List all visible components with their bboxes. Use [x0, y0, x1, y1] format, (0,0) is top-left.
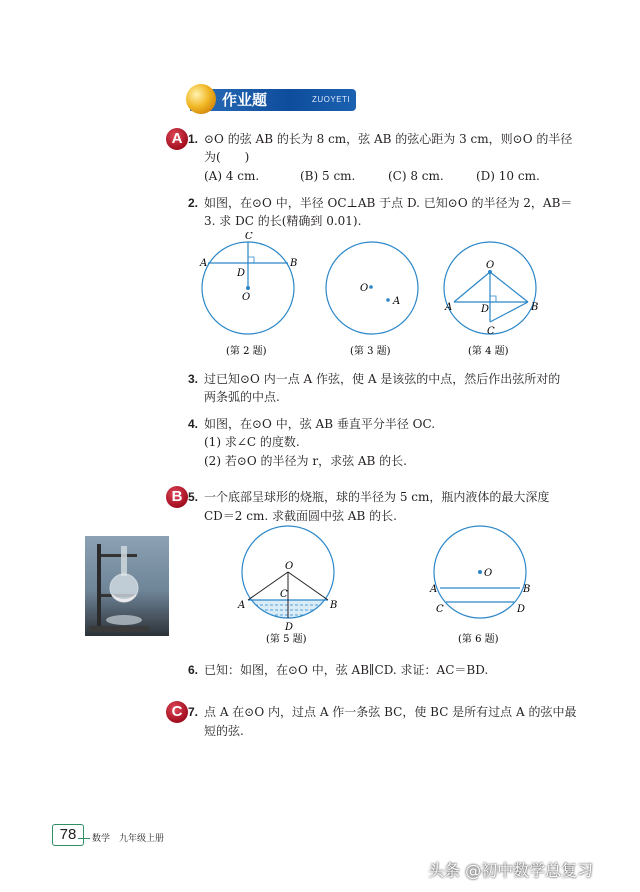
- section-title: 作业题: [222, 91, 268, 109]
- footer-book-title: 数学 九年级上册: [92, 834, 165, 844]
- q1-option-c: (C) 8 cm.: [388, 169, 444, 183]
- fig5-label-b: B: [330, 600, 338, 611]
- q7-text-line1: 点 A 在⊙O 内，过点 A 作一条弦 BC，使 BC 是所有过点 A 的弦中最: [204, 705, 577, 719]
- fig5-label-a: A: [238, 600, 246, 611]
- level-a-badge-icon: A: [166, 128, 188, 150]
- figures-row-1: [190, 232, 550, 362]
- fig2-label-d: D: [237, 268, 246, 279]
- q4-number: 4.: [188, 417, 199, 431]
- q4-text-line1: 如图，在⊙O 中，弦 AB 垂直平分半径 OC.: [204, 417, 436, 431]
- watermark: 头条 @初中数学总复习: [428, 861, 594, 880]
- flask-photo: [85, 536, 169, 636]
- q3-text-line2: 两条弧的中点.: [204, 390, 280, 404]
- fig2-label-a: A: [200, 258, 208, 269]
- q5-text-line1: 一个底部呈球形的烧瓶，球的半径为 5 cm，瓶内液体的最大深度: [204, 490, 550, 504]
- q1-option-d: (D) 10 cm.: [476, 169, 540, 183]
- q3-number: 3.: [188, 372, 199, 386]
- fig6-label-d: D: [517, 604, 526, 615]
- level-b-badge-icon: B: [166, 486, 188, 508]
- fig5-label-o: O: [285, 561, 294, 572]
- q3-text-line1: 过已知⊙O 内一点 A 作弦，使 A 是该弦的中点，然后作出弦所对的: [204, 372, 561, 386]
- fig2-caption: (第 2 题): [226, 346, 267, 357]
- figure-4: [444, 242, 538, 357]
- fig6-label-a: A: [430, 584, 438, 595]
- fig4-caption: (第 4 题): [468, 346, 509, 357]
- fig4-segment-oa: [454, 272, 490, 302]
- q7-text-line2: 短的弦.: [204, 724, 244, 738]
- fig6-label-b: B: [523, 584, 531, 595]
- figures-row-2: [236, 520, 556, 650]
- figure-6: [429, 526, 530, 645]
- page-number: 78: [52, 824, 84, 846]
- fig4-segment-cb: [490, 302, 528, 322]
- fig3-label-o: O: [360, 283, 369, 294]
- level-c-badge-icon: C: [166, 701, 188, 723]
- q1-option-a: (A) 4 cm.: [204, 169, 260, 183]
- q5-text-line2: CD＝2 cm. 求截面圆中弦 AB 的长.: [204, 509, 397, 523]
- q4-sub-2: (2) 若⊙O 的半径为 r，求弦 AB 的长.: [204, 454, 407, 468]
- fig2-label-c: C: [245, 232, 253, 242]
- figure-5: [237, 526, 337, 645]
- q1-number: 1.: [188, 132, 199, 146]
- q6-text-line1: 已知：如图，在⊙O 中，弦 AB∥CD. 求证：AC＝BD.: [204, 663, 489, 677]
- footer-divider: [78, 838, 90, 839]
- fig6-caption: (第 6 题): [458, 634, 499, 645]
- flask-illustration-icon: [85, 536, 169, 636]
- fig3-center-dot: [369, 285, 373, 289]
- fig4-label-a: A: [445, 302, 453, 313]
- q2-number: 2.: [188, 196, 199, 210]
- q7-number: 7.: [188, 705, 199, 719]
- q1-option-b: (B) 5 cm.: [300, 169, 356, 183]
- q4-sub-1: (1) 求∠C 的度数.: [204, 435, 300, 449]
- fig2-center-dot: [246, 286, 250, 290]
- figure-2: [199, 232, 297, 357]
- fig4-label-d: D: [481, 304, 490, 315]
- fig6-label-o: O: [484, 568, 493, 579]
- fig4-right-angle-mark: [490, 296, 496, 302]
- fig2-right-angle-mark: [248, 257, 254, 263]
- q6-number: 6.: [188, 663, 199, 677]
- fig2-label-o: O: [242, 292, 251, 303]
- fig5-label-c: C: [280, 589, 288, 600]
- fig5-caption: (第 5 题): [266, 634, 307, 645]
- q2-text-line2: 3. 求 DC 的长(精确到 0.01).: [204, 214, 362, 228]
- fig3-label-a: A: [393, 296, 401, 307]
- fig4-label-o: O: [486, 260, 495, 271]
- fig4-label-b: B: [531, 302, 539, 313]
- fig3-caption: (第 3 题): [350, 346, 391, 357]
- fig6-label-c: C: [436, 604, 444, 615]
- q1-text-line2: 为( ): [204, 150, 250, 164]
- section-subtitle: ZUOYETI: [312, 95, 351, 104]
- q5-number: 5.: [188, 490, 199, 504]
- fig6-center-dot: [478, 570, 482, 574]
- fig2-label-b: B: [290, 258, 298, 269]
- q1-text-line1: ⊙O 的弦 AB 的长为 8 cm，弦 AB 的弦心距为 3 cm，则⊙O 的半径: [204, 132, 573, 146]
- banner-orb-icon: [186, 84, 216, 114]
- q2-text-line1: 如图，在⊙O 中，半径 OC⊥AB 于点 D. 已知⊙O 的半径为 2，AB＝: [204, 196, 573, 210]
- fig4-label-c: C: [487, 326, 495, 337]
- fig5-segment-ob: [288, 572, 328, 600]
- fig3-point-a-dot: [386, 298, 390, 302]
- figure-3: [326, 242, 418, 357]
- fig5-label-d: D: [285, 622, 294, 633]
